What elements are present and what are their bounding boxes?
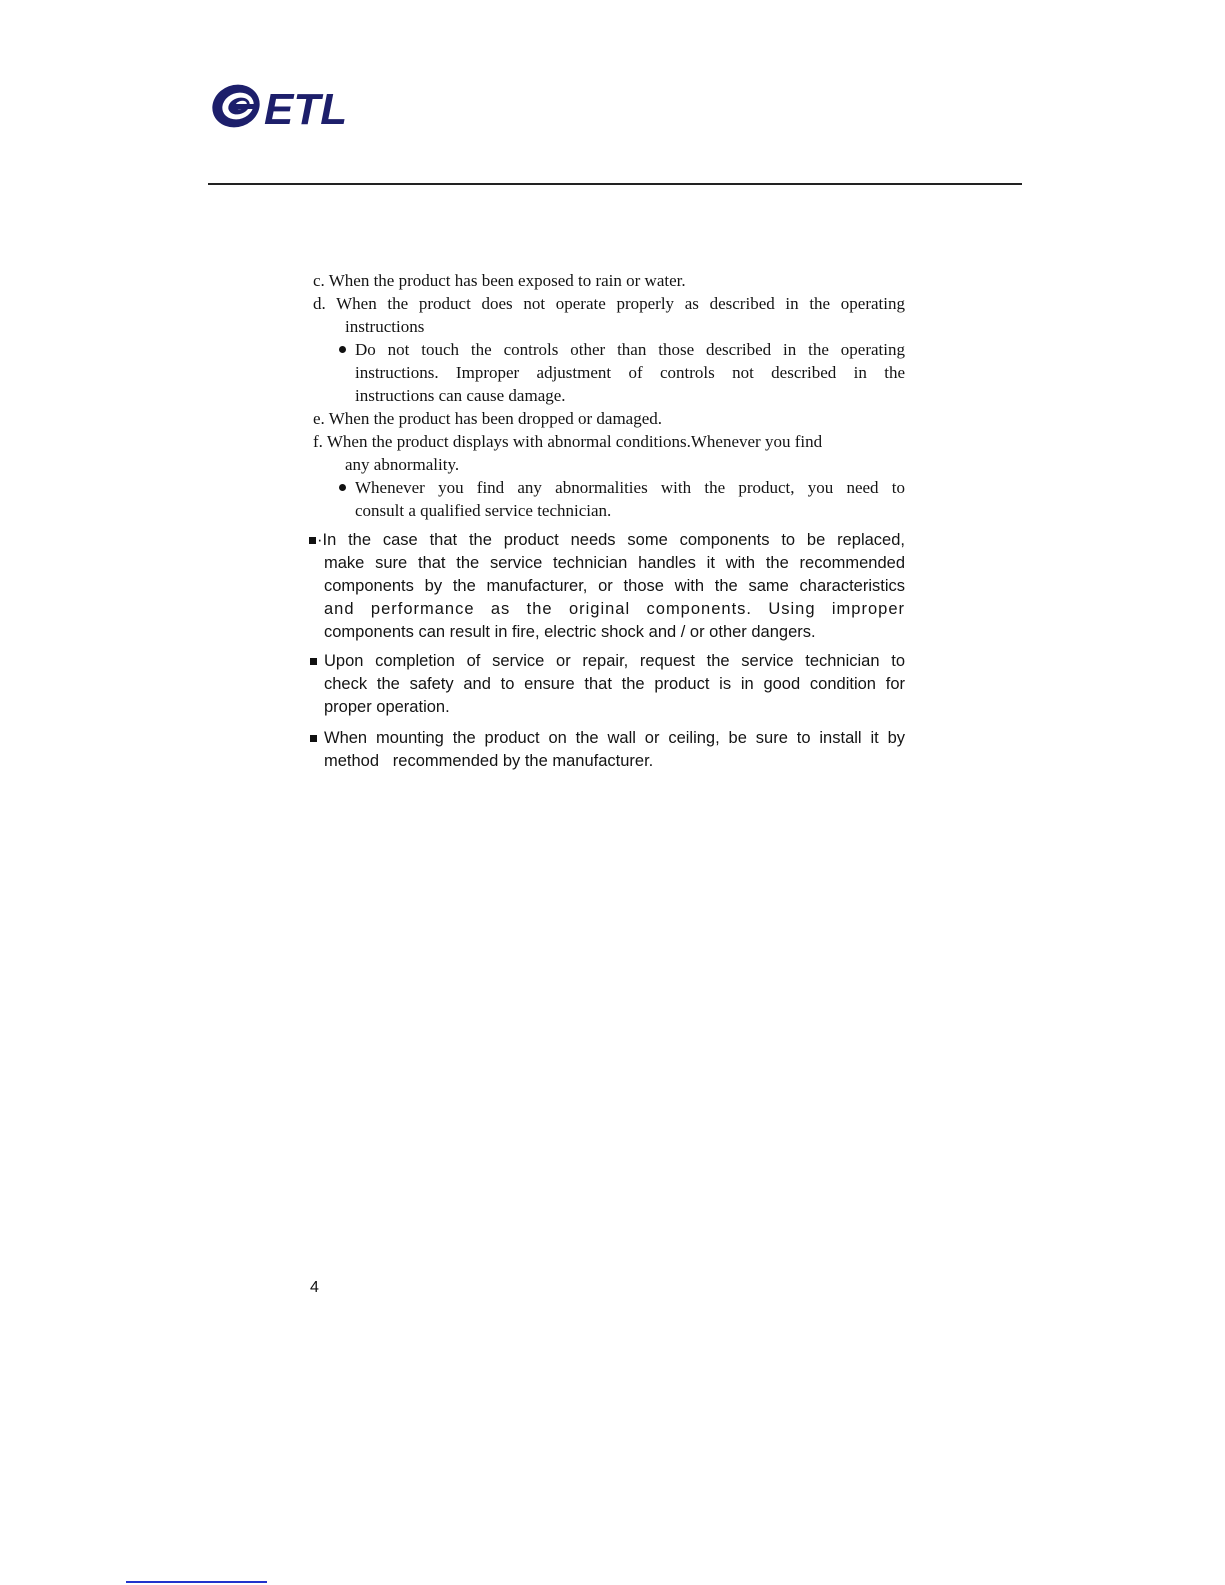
item-e: e. When the product has been dropped or damaged. (313, 409, 663, 428)
note-components-cont-3: and performance as the original components. Using improper (324, 600, 905, 618)
etl-logo-graphic (208, 74, 368, 134)
note-components-cont-4: components can result in fire, electric shock and / or other dangers. (324, 623, 816, 641)
note-mounting: When mounting the product on the wall or ceiling, be sure to install it by (324, 729, 905, 747)
square-bullet-icon (309, 537, 316, 544)
item-f: f. When the product displays with abnormal conditions.Whenever you find (313, 432, 823, 451)
sub-item-controls-cont: instructions. Improper adjustment of controls not described in the (355, 363, 905, 382)
item-c: c. When the product has been exposed to rain or water. (313, 271, 686, 290)
note-components-cont-1: make sure that the service technician handles it with the recommended (324, 554, 905, 572)
sub-item-controls: Do not touch the controls other than those described in the operating (355, 340, 905, 359)
note-components: ·In the case that the product needs some components to be replaced, (317, 531, 905, 549)
note-service-cont-2: proper operation. (324, 698, 450, 716)
footer-link-underline[interactable] (126, 1581, 267, 1583)
note-service: Upon completion of service or repair, request the service technician to (324, 652, 905, 670)
logo-text: ETL (264, 85, 348, 134)
header-divider (208, 183, 1022, 185)
sub-item-abnormal-cont: consult a qualified service technician. (355, 501, 612, 520)
item-f-cont: any abnormality. (345, 455, 460, 474)
sub-item-controls-end: instructions can cause damage. (355, 386, 566, 405)
item-d-cont: instructions (345, 317, 425, 336)
item-d: d. When the product does not operate properly as described in the operating (313, 294, 905, 313)
etl-logo (208, 74, 368, 134)
page-number: 4 (310, 1279, 319, 1296)
square-bullet-icon (310, 735, 317, 742)
sub-item-abnormal: Whenever you find any abnormalities with the product, you need to (355, 478, 905, 497)
square-bullet-icon (310, 658, 317, 665)
bullet-icon (339, 484, 346, 491)
bullet-icon (339, 346, 346, 353)
note-service-cont-1: check the safety and to ensure that the product is in good condition for (324, 675, 905, 693)
note-components-cont-2: components by the manufacturer, or those with the same characteristics (324, 577, 905, 595)
note-mounting-cont: method recommended by the manufacturer. (324, 752, 654, 770)
